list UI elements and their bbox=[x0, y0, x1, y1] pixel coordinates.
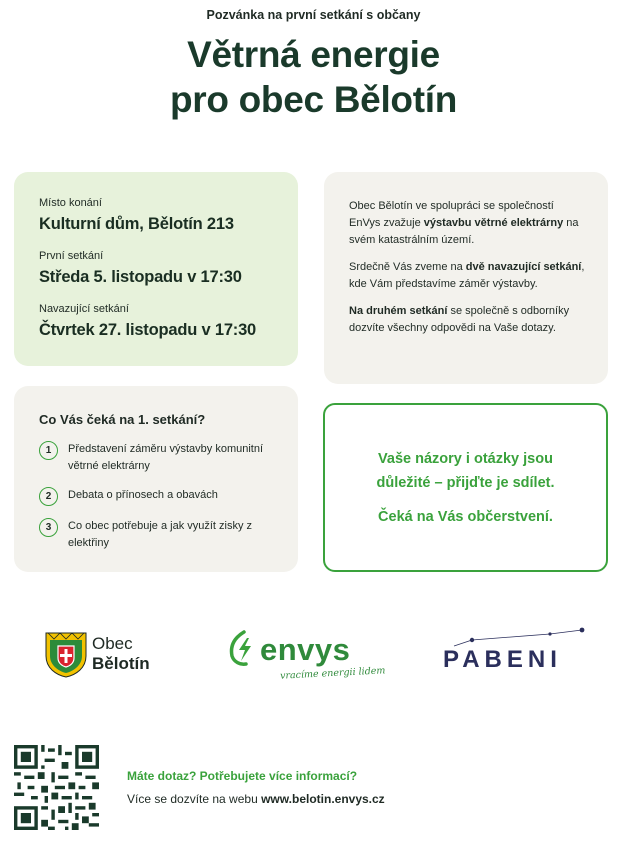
agenda-number-badge: 3 bbox=[39, 518, 58, 537]
lightning-leaf-icon bbox=[228, 630, 260, 666]
callout-line-2: důležité – přijďte je sdílet. bbox=[376, 474, 555, 491]
envys-wordmark: envys bbox=[260, 632, 351, 667]
info-paragraph-3: Na druhém setkání se společně s odborníky dozvíte všechny odpovědi na Vaše dotazy. bbox=[349, 305, 570, 334]
obec-name: Bělotín bbox=[92, 654, 150, 673]
contact-question: Máte dotaz? Potřebujete více informací? bbox=[127, 769, 358, 783]
first-meeting-label: První setkání bbox=[39, 250, 104, 262]
agenda-item-text: Co obec potřebuje a jak využít zisky z elektřiny bbox=[68, 520, 253, 549]
page-title bbox=[0, 32, 627, 122]
venue-place-label: Místo konání bbox=[39, 197, 102, 209]
agenda-item bbox=[39, 518, 282, 552]
agenda-item bbox=[39, 487, 282, 506]
second-meeting-value: Čtvrtek 27. listopadu v 17:30 bbox=[39, 321, 257, 339]
contact-section bbox=[127, 769, 385, 806]
qr-code-icon bbox=[14, 745, 99, 830]
first-meeting-value: Středa 5. listopadu v 17:30 bbox=[39, 268, 242, 286]
website-link[interactable]: www.belotin.envys.cz bbox=[261, 792, 385, 806]
second-meeting-label: Navazující setkání bbox=[39, 303, 129, 315]
venue-card bbox=[14, 172, 298, 366]
venue-place-value: Kulturní dům, Bělotín 213 bbox=[39, 215, 234, 233]
title-line-2: pro obec Bělotín bbox=[169, 79, 458, 120]
callout-line-1: Vaše názory i otázky jsou bbox=[378, 450, 553, 467]
info-card bbox=[324, 172, 608, 384]
callout-line-3: Čeká na Vás občerstvení. bbox=[378, 508, 553, 525]
envys-tagline: vracíme energii lidem bbox=[279, 665, 386, 682]
agenda-number-badge: 1 bbox=[39, 441, 58, 460]
contact-web-line: Více se dozvíte na webu www.belotin.envys.cz bbox=[127, 792, 385, 806]
agenda-item-text: Debata o přínosech a obavách bbox=[68, 489, 218, 501]
info-paragraph-1: Obec Bělotín ve spolupráci se společností EnVys zvažuje výstavbu větrné elektrárny na svém katastrálním území. bbox=[349, 200, 579, 246]
agenda-number-badge: 2 bbox=[39, 487, 58, 506]
agenda-item-text: Představení záměru výstavby komunitní větrné elektrárny bbox=[68, 443, 264, 472]
title-line-1: Větrná energie bbox=[187, 34, 440, 75]
pabeni-logo bbox=[440, 626, 590, 676]
callout-card bbox=[323, 403, 608, 572]
invitation-subtitle: Pozvánka na první setkání s občany bbox=[206, 8, 421, 22]
agenda-card bbox=[14, 386, 298, 572]
pabeni-wordmark: PABENI bbox=[443, 646, 562, 673]
constellation-icon bbox=[440, 626, 590, 648]
coat-of-arms-icon bbox=[44, 630, 88, 678]
obec-label: Obec bbox=[92, 634, 133, 653]
envys-logo bbox=[228, 628, 388, 688]
agenda-title: Co Vás čeká na 1. setkání? bbox=[39, 412, 206, 427]
info-paragraph-2: Srdečně Vás zveme na dvě navazující setkání, kde Vám představíme záměr výstavby. bbox=[349, 261, 585, 290]
agenda-item bbox=[39, 441, 282, 475]
obec-belotin-logo bbox=[44, 630, 150, 678]
